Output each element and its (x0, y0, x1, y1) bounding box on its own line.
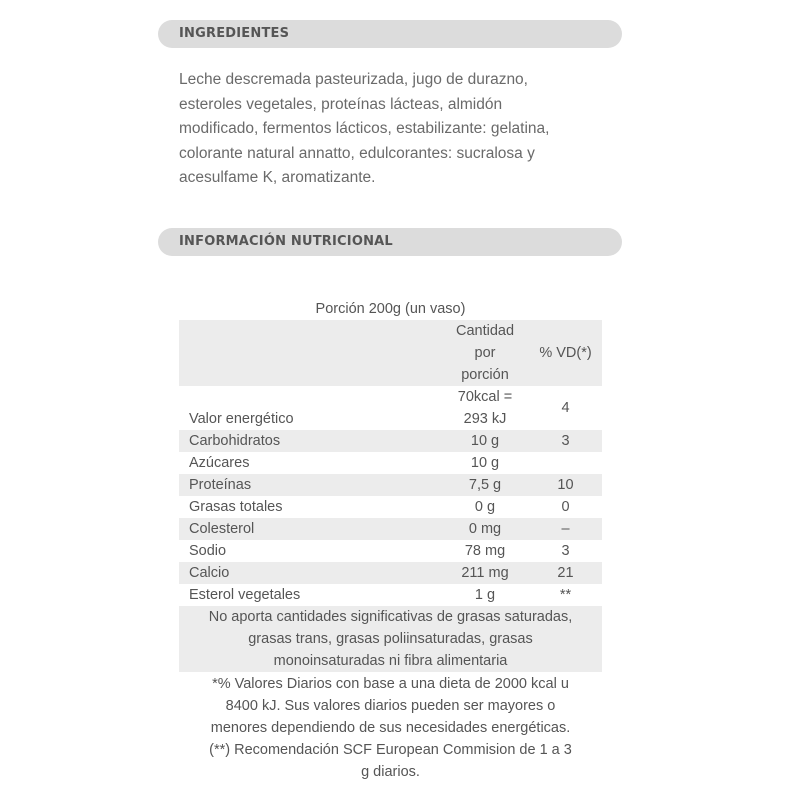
table-row (179, 452, 602, 474)
nutrient-quantity: 10 g (470, 455, 500, 471)
ingredients-line: colorante natural annatto, edulcorantes: sucralosa y (179, 144, 535, 162)
nutrient-quantity-line: 70kcal = (457, 389, 513, 405)
nutrition-header: INFORMACIÓN NUTRICIONAL (158, 228, 622, 256)
nutrient-name: Carbohidratos (179, 430, 441, 452)
footnote (179, 673, 602, 783)
nutrient-name: Proteínas (179, 474, 441, 496)
nutrient-quantity: 0 g (474, 499, 496, 515)
nutrient-vd: 21 (529, 562, 602, 584)
nutrition-table (179, 320, 602, 672)
nutrient-name: Valor energético (189, 411, 294, 427)
table-row (179, 474, 602, 496)
ingredients-line: acesulfame K, aromatizante. (179, 169, 376, 186)
ingredients-header: INGREDIENTES (158, 20, 622, 48)
table-header-row (179, 320, 602, 386)
nutrient-quantity-line: 293 kJ (463, 411, 507, 427)
header-nutrient-cell (179, 320, 441, 386)
footnote-line: (**) Recomendación SCF European Commision de 1 a 3 (209, 742, 572, 758)
nutrient-name: Esterol vegetales (189, 587, 301, 603)
ingredients-text (179, 68, 619, 191)
table-note (179, 606, 602, 672)
header-quantity-line: Cantidad (455, 323, 515, 339)
nutrient-vd: 3 (561, 543, 570, 559)
footnote-line: g diarios. (361, 764, 420, 780)
ingredients-line: Leche descremada pasteurizada, jugo de durazno, (179, 71, 528, 88)
nutrient-vd (529, 452, 602, 474)
table-row (179, 518, 602, 540)
footnote-line: menores dependiendo de sus necesidades energéticas. (210, 720, 571, 736)
nutrient-quantity: 1 g (474, 587, 496, 603)
nutrient-name: Azúcares (189, 455, 250, 471)
nutrient-name: Calcio (179, 562, 441, 584)
portion-size: Porción 200g (un vaso) (315, 301, 466, 317)
nutrient-vd: ** (559, 587, 572, 603)
footnote-line: *% Valores Diarios con base a una dieta de 2000 kcal u (212, 676, 569, 692)
header-quantity-cell (441, 320, 529, 386)
nutrient-quantity (441, 386, 529, 430)
nutrient-name: Colesterol (179, 518, 441, 540)
ingredients-line: modificado, fermentos lácticos, estabilizante: gelatina, (179, 120, 550, 137)
nutrient-vd: 0 (561, 499, 570, 515)
note-line: No aporta cantidades significativas de grasas saturadas, (208, 609, 573, 625)
note-line: monoinsaturadas ni fibra alimentaria (273, 653, 508, 669)
table-row (179, 540, 602, 562)
ingredients-line: esteroles vegetales, proteínas lácteas, almidón (179, 95, 503, 113)
nutrient-vd: – (529, 518, 602, 540)
header-quantity-line: por (474, 345, 496, 361)
table-row (179, 430, 602, 452)
nutrient-name: Grasas totales (189, 499, 283, 515)
nutrient-vd: 4 (561, 400, 570, 416)
nutrient-vd: 3 (529, 430, 602, 452)
nutrient-quantity: 211 mg (441, 562, 529, 584)
table-row (179, 496, 602, 518)
nutrient-quantity: 7,5 g (441, 474, 529, 496)
nutrient-vd: 10 (529, 474, 602, 496)
header-quantity-line: porción (461, 367, 509, 383)
nutrient-quantity: 10 g (441, 430, 529, 452)
header-vd-cell: % VD(*) (529, 320, 602, 386)
nutrient-name: Sodio (189, 543, 227, 559)
table-note-row (179, 606, 602, 672)
table-row (179, 562, 602, 584)
footnote-line: 8400 kJ. Sus valores diarios pueden ser mayores o (225, 698, 556, 714)
table-row (179, 584, 602, 606)
note-line: grasas trans, grasas poliinsaturadas, grasas (248, 631, 533, 647)
nutrient-quantity: 0 mg (441, 518, 529, 540)
table-row (179, 386, 602, 430)
nutrition-panel (179, 298, 602, 783)
nutrient-quantity: 78 mg (464, 543, 506, 559)
